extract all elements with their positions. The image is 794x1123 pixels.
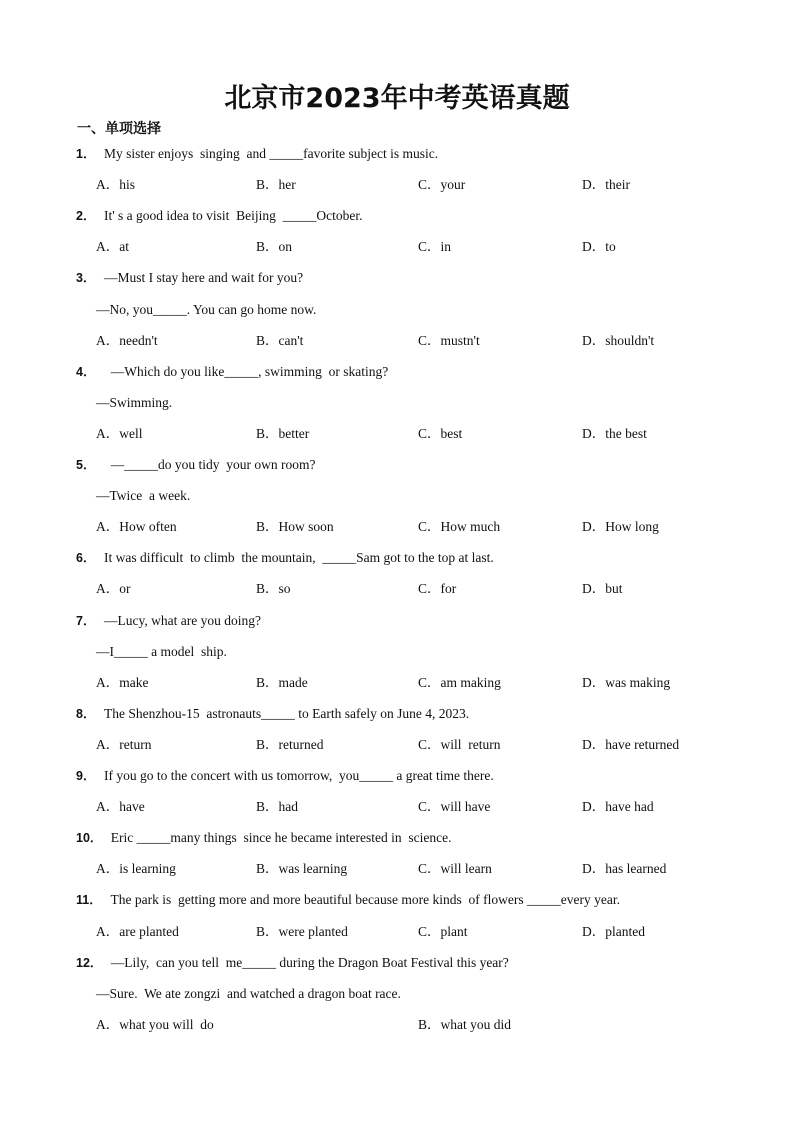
option-a[interactable]: A．what you will do	[96, 1016, 214, 1032]
option-c[interactable]: C．plant	[418, 923, 468, 939]
question-number: 7．	[76, 613, 96, 628]
option-a[interactable]: A．is learning	[96, 861, 176, 877]
option-c[interactable]: C．for	[418, 581, 457, 597]
question-stem: It was difficult to climb the mountain, _____Sam got to the top at last.	[104, 550, 494, 566]
option-b[interactable]: B．made	[256, 674, 308, 690]
question-stem: If you go to the concert with us tomorrow, you_____ a great time there.	[104, 768, 494, 783]
question-number: 11．	[76, 893, 102, 908]
option-c[interactable]: C．How much	[418, 519, 501, 535]
option-a[interactable]: A．needn't	[96, 332, 158, 348]
option-d[interactable]: D．have had	[582, 799, 654, 815]
option-a[interactable]: A．are planted	[96, 923, 179, 939]
option-b[interactable]: B．on	[256, 239, 293, 255]
option-b[interactable]: B．better	[256, 425, 310, 441]
question-stem: The park is getting more and more beautiful because more kinds of flowers _____every year.	[104, 892, 620, 908]
option-c[interactable]: C．best	[418, 425, 463, 441]
option-a[interactable]: A．at	[96, 239, 129, 255]
option-c[interactable]: C．mustn't	[418, 332, 480, 348]
option-a[interactable]: A．How often	[96, 519, 177, 535]
dialogue-line: —No, you_____. You can go home now.	[96, 301, 317, 317]
page-title: 北京市2023年中考英语真题	[224, 83, 570, 114]
option-d[interactable]: D．was making	[582, 674, 671, 690]
option-a[interactable]: A．or	[96, 581, 131, 597]
question-stem: —Which do you like_____, swimming or skating?	[104, 363, 389, 379]
section-heading: 一、单项选择	[77, 121, 161, 137]
dialogue-line: —I_____ a model ship.	[96, 643, 227, 659]
question-number: 4．	[76, 364, 96, 379]
option-b[interactable]: B．so	[256, 581, 291, 597]
option-d[interactable]: D．shouldn't	[582, 332, 655, 348]
option-a[interactable]: A．return	[96, 736, 152, 752]
option-c[interactable]: C．in	[418, 239, 452, 255]
option-b[interactable]: B．was learning	[256, 861, 348, 877]
option-d[interactable]: D．the best	[582, 425, 647, 441]
option-b[interactable]: B．were planted	[256, 923, 348, 939]
option-c[interactable]: C．will return	[418, 736, 501, 752]
option-b[interactable]: B．what you did	[418, 1016, 511, 1032]
question-stem: —_____do you tidy your own room?	[104, 457, 316, 472]
question-number: 10．	[76, 831, 103, 846]
question-number: 9．	[76, 769, 96, 783]
question-stem: —Must I stay here and wait for you?	[104, 270, 304, 286]
question-number: 6．	[76, 551, 96, 566]
question-number: 2．	[76, 209, 96, 224]
option-b[interactable]: B．How soon	[256, 519, 334, 535]
option-a[interactable]: A．his	[96, 177, 136, 193]
option-b[interactable]: B．had	[256, 799, 298, 815]
question-stem: My sister enjoys singing and _____favorite subject is music.	[104, 146, 439, 161]
question-stem: Eric _____many things since he became interested in science.	[104, 830, 452, 846]
option-d[interactable]: D．but	[582, 581, 623, 597]
option-b[interactable]: B．her	[256, 177, 296, 193]
option-d[interactable]: D．their	[582, 177, 630, 193]
question-stem: It' s a good idea to visit Beijing _____October.	[104, 208, 363, 224]
dialogue-line: —Swimming.	[96, 394, 173, 410]
option-c[interactable]: C．am making	[418, 674, 501, 690]
option-c[interactable]: C．your	[418, 177, 466, 193]
option-d[interactable]: D．to	[582, 239, 616, 255]
option-a[interactable]: A．make	[96, 674, 149, 690]
option-c[interactable]: C．will learn	[418, 861, 492, 877]
option-d[interactable]: D．How long	[582, 519, 659, 535]
option-b[interactable]: B．returned	[256, 736, 324, 752]
question-stem: The Shenzhou-15 astronauts_____ to Earth safely on June 4, 2023.	[104, 705, 470, 721]
option-c[interactable]: C．will have	[418, 799, 491, 815]
option-b[interactable]: B．can't	[256, 332, 304, 348]
question-number: 1．	[76, 147, 96, 161]
option-d[interactable]: D．have returned	[582, 736, 680, 752]
option-a[interactable]: A．well	[96, 425, 143, 441]
option-d[interactable]: D．has learned	[582, 861, 667, 877]
question-number: 12．	[76, 955, 103, 970]
option-d[interactable]: D．planted	[582, 923, 645, 939]
question-number: 5．	[76, 458, 96, 472]
question-number: 3．	[76, 271, 96, 286]
question-number: 8．	[76, 706, 96, 721]
question-stem: —Lily, can you tell me_____ during the Dragon Boat Festival this year?	[104, 954, 509, 970]
option-a[interactable]: A．have	[96, 799, 145, 815]
dialogue-line: —Sure. We ate zongzi and watched a dragon boat race.	[96, 985, 401, 1001]
dialogue-line: —Twice a week.	[96, 488, 191, 504]
question-stem: —Lucy, what are you doing?	[104, 612, 261, 628]
